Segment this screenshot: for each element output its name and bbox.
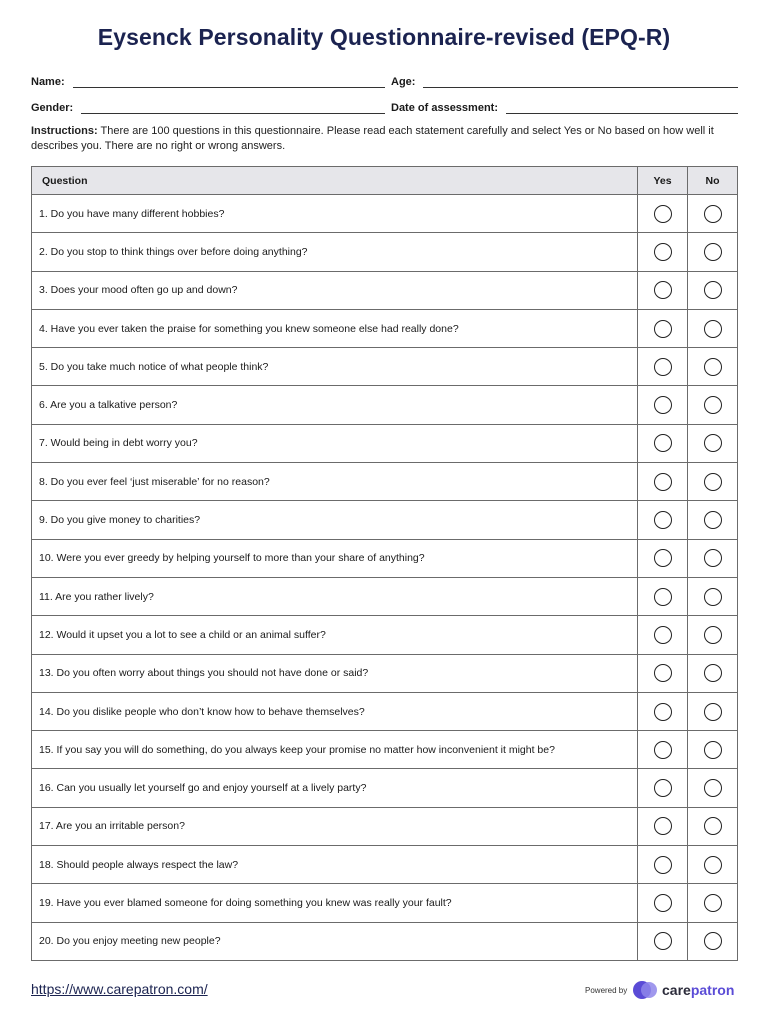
no-radio[interactable] xyxy=(704,703,722,721)
yes-radio[interactable] xyxy=(654,511,672,529)
yes-cell xyxy=(638,884,688,922)
yes-cell xyxy=(638,309,688,347)
no-radio[interactable] xyxy=(704,626,722,644)
instructions xyxy=(31,124,739,154)
gender-field xyxy=(31,98,385,114)
yes-radio[interactable] xyxy=(654,894,672,912)
yes-radio[interactable] xyxy=(654,588,672,606)
table-row xyxy=(32,577,738,615)
brand-name-part2: patron xyxy=(690,982,735,998)
brand-name-part1: care xyxy=(662,982,691,998)
header-question: Question xyxy=(32,167,638,195)
table-row xyxy=(32,692,738,730)
carepatron-logo-icon xyxy=(632,980,658,1000)
yes-cell xyxy=(638,539,688,577)
yes-radio[interactable] xyxy=(654,320,672,338)
instructions-label: Instructions: xyxy=(31,125,98,137)
yes-cell xyxy=(638,692,688,730)
table-row xyxy=(32,539,738,577)
question-text: 5. Do you take much notice of what people think? xyxy=(32,348,638,386)
yes-cell xyxy=(638,654,688,692)
table-row xyxy=(32,386,738,424)
yes-cell xyxy=(638,424,688,462)
no-cell xyxy=(688,539,738,577)
yes-radio[interactable] xyxy=(654,434,672,452)
no-cell xyxy=(688,731,738,769)
yes-cell xyxy=(638,233,688,271)
no-cell xyxy=(688,424,738,462)
question-text: 9. Do you give money to charities? xyxy=(32,501,638,539)
no-cell xyxy=(688,577,738,615)
no-cell xyxy=(688,922,738,960)
yes-cell xyxy=(638,616,688,654)
no-cell xyxy=(688,233,738,271)
no-cell xyxy=(688,884,738,922)
question-text: 16. Can you usually let yourself go and enjoy yourself at a lively party? xyxy=(32,769,638,807)
no-cell xyxy=(688,271,738,309)
no-cell xyxy=(688,386,738,424)
question-text: 1. Do you have many different hobbies? xyxy=(32,195,638,233)
question-text: 20. Do you enjoy meeting new people? xyxy=(32,922,638,960)
table-row xyxy=(32,195,738,233)
table-row xyxy=(32,884,738,922)
yes-radio[interactable] xyxy=(654,626,672,644)
yes-cell xyxy=(638,463,688,501)
yes-radio[interactable] xyxy=(654,549,672,567)
question-text: 11. Are you rather lively? xyxy=(32,577,638,615)
no-radio[interactable] xyxy=(704,205,722,223)
date-input-line[interactable] xyxy=(506,101,738,114)
yes-radio[interactable] xyxy=(654,856,672,874)
question-text: 4. Have you ever taken the praise for something you knew someone else had really done? xyxy=(32,309,638,347)
yes-radio[interactable] xyxy=(654,932,672,950)
no-radio[interactable] xyxy=(704,511,722,529)
instructions-text: There are 100 questions in this questionnaire. Please read each statement carefully and select Yes or No based on how well it describes you. There are no right or wrong answers. xyxy=(31,125,714,152)
table-row xyxy=(32,424,738,462)
questions-body xyxy=(32,195,738,961)
question-text: 17. Are you an irritable person? xyxy=(32,807,638,845)
no-radio[interactable] xyxy=(704,741,722,759)
no-radio[interactable] xyxy=(704,396,722,414)
yes-cell xyxy=(638,769,688,807)
no-radio[interactable] xyxy=(704,664,722,682)
no-cell xyxy=(688,501,738,539)
page-title: Eysenck Personality Questionnaire-revised (EPQ-R) xyxy=(97,24,671,50)
no-cell xyxy=(688,807,738,845)
no-radio[interactable] xyxy=(704,549,722,567)
no-radio[interactable] xyxy=(704,473,722,491)
yes-radio[interactable] xyxy=(654,703,672,721)
header-no: No xyxy=(688,167,738,195)
table-row xyxy=(32,807,738,845)
yes-cell xyxy=(638,846,688,884)
question-text: 18. Should people always respect the law? xyxy=(32,846,638,884)
yes-radio[interactable] xyxy=(654,358,672,376)
question-text: 14. Do you dislike people who don’t know how to behave themselves? xyxy=(32,692,638,730)
powered-by-text: Powered by xyxy=(585,986,628,995)
table-row xyxy=(32,922,738,960)
gender-input-line[interactable] xyxy=(81,101,385,114)
table-row xyxy=(32,769,738,807)
question-text: 7. Would being in debt worry you? xyxy=(32,424,638,462)
yes-radio[interactable] xyxy=(654,473,672,491)
yes-radio[interactable] xyxy=(654,243,672,261)
table-row xyxy=(32,271,738,309)
no-radio[interactable] xyxy=(704,281,722,299)
yes-radio[interactable] xyxy=(654,817,672,835)
table-row xyxy=(32,731,738,769)
question-text: 8. Do you ever feel ‘just miserable’ for no reason? xyxy=(32,463,638,501)
table-row xyxy=(32,846,738,884)
question-text: 6. Are you a talkative person? xyxy=(32,386,638,424)
yes-cell xyxy=(638,386,688,424)
table-row xyxy=(32,654,738,692)
yes-radio[interactable] xyxy=(654,779,672,797)
yes-cell xyxy=(638,807,688,845)
no-cell xyxy=(688,616,738,654)
question-text: 13. Do you often worry about things you should not have done or said? xyxy=(32,654,638,692)
question-text: 2. Do you stop to think things over before doing anything? xyxy=(32,233,638,271)
no-cell xyxy=(688,309,738,347)
table-row xyxy=(32,616,738,654)
date-label: Date of assessment: xyxy=(391,102,498,114)
carepatron-logo xyxy=(632,979,734,1001)
no-radio[interactable] xyxy=(704,932,722,950)
no-radio[interactable] xyxy=(704,588,722,606)
yes-radio[interactable] xyxy=(654,664,672,682)
yes-cell xyxy=(638,195,688,233)
no-cell xyxy=(688,846,738,884)
age-input-line[interactable] xyxy=(423,75,738,88)
carepatron-url-link[interactable]: https://www.carepatron.com/ xyxy=(31,981,208,997)
question-text: 10. Were you ever greedy by helping yourself to more than your share of anything? xyxy=(32,539,638,577)
header-yes: Yes xyxy=(638,167,688,195)
no-cell xyxy=(688,195,738,233)
age-field xyxy=(391,72,738,88)
yes-cell xyxy=(638,271,688,309)
date-field xyxy=(391,98,738,114)
name-input-line[interactable] xyxy=(73,75,385,88)
no-cell xyxy=(688,348,738,386)
question-text: 12. Would it upset you a lot to see a child or an animal suffer? xyxy=(32,616,638,654)
table-row xyxy=(32,233,738,271)
no-radio[interactable] xyxy=(704,434,722,452)
no-cell xyxy=(688,769,738,807)
no-cell xyxy=(688,692,738,730)
yes-radio[interactable] xyxy=(654,396,672,414)
yes-cell xyxy=(638,577,688,615)
yes-radio[interactable] xyxy=(654,205,672,223)
age-label: Age: xyxy=(391,76,416,88)
no-radio[interactable] xyxy=(704,856,722,874)
no-cell xyxy=(688,654,738,692)
name-field xyxy=(31,72,385,88)
yes-cell xyxy=(638,348,688,386)
brand-name xyxy=(662,982,734,998)
yes-cell xyxy=(638,731,688,769)
table-header-row xyxy=(32,167,738,195)
gender-label: Gender: xyxy=(31,102,74,114)
question-text: 15. If you say you will do something, do you always keep your promise no matter how inconvenient it might be? xyxy=(32,731,638,769)
no-radio[interactable] xyxy=(704,243,722,261)
yes-cell xyxy=(638,501,688,539)
yes-radio[interactable] xyxy=(654,281,672,299)
no-radio[interactable] xyxy=(704,320,722,338)
question-text: 19. Have you ever blamed someone for doing something you knew was really your fault? xyxy=(32,884,638,922)
table-row xyxy=(32,463,738,501)
yes-cell xyxy=(638,922,688,960)
question-text: 3. Does your mood often go up and down? xyxy=(32,271,638,309)
table-row xyxy=(32,348,738,386)
no-cell xyxy=(688,463,738,501)
yes-radio[interactable] xyxy=(654,741,672,759)
no-radio[interactable] xyxy=(704,779,722,797)
questions-table xyxy=(31,166,738,961)
no-radio[interactable] xyxy=(704,894,722,912)
name-label: Name: xyxy=(31,76,65,88)
table-row xyxy=(32,309,738,347)
no-radio[interactable] xyxy=(704,358,722,376)
no-radio[interactable] xyxy=(704,817,722,835)
table-row xyxy=(32,501,738,539)
